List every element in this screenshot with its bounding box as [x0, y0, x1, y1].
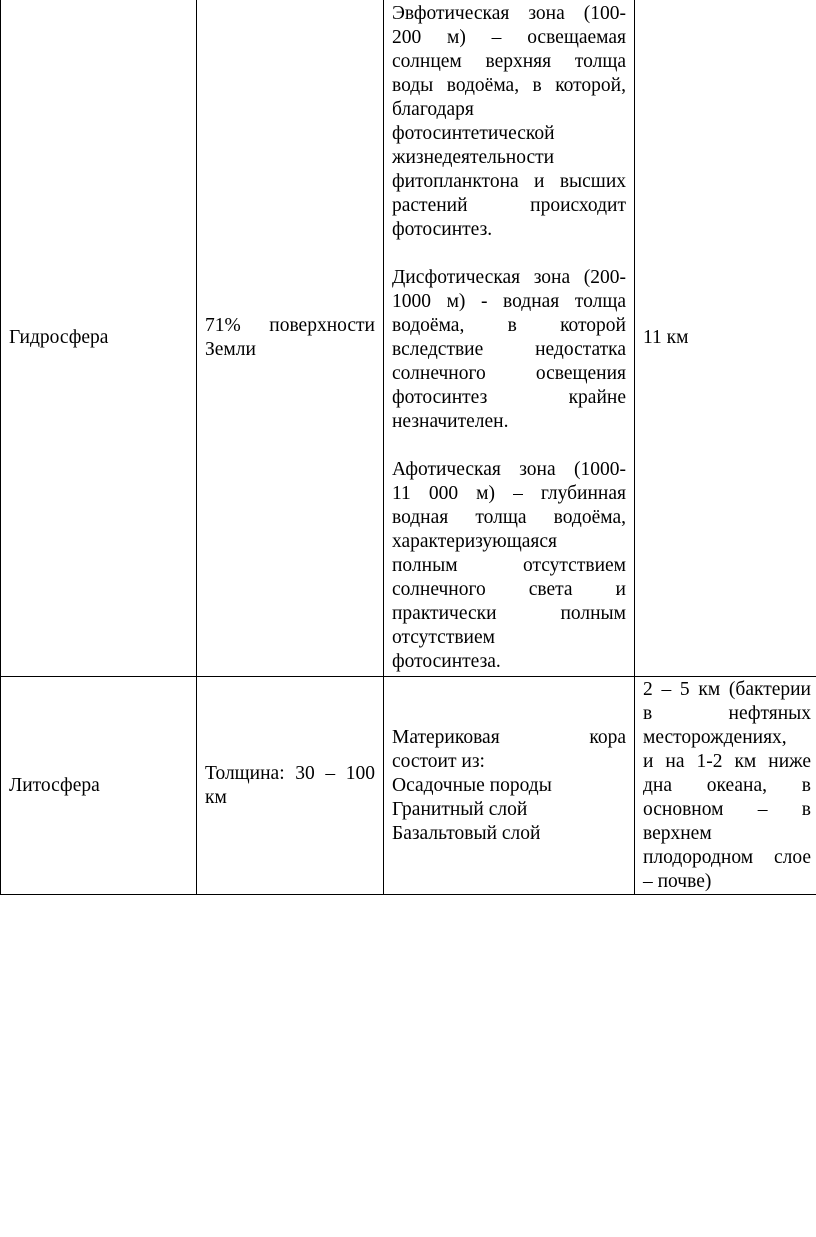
- text-line: характеризующаяся: [392, 531, 558, 552]
- life-depth-cell: [635, 677, 816, 895]
- text-line: км: [205, 786, 227, 808]
- text-line: незначителен.: [392, 411, 509, 432]
- text-line: месторождениях,: [643, 726, 787, 748]
- text-line: основном – в: [643, 798, 811, 820]
- text-line: [392, 434, 626, 458]
- text-line: 1000 м) - водная толща: [392, 291, 626, 312]
- text-line: водная толща водоёма,: [392, 507, 626, 528]
- table-row-hydrosphere: [1, 0, 816, 677]
- text-line: плодородном слое: [643, 846, 811, 868]
- text-line: Осадочные породы: [392, 774, 552, 796]
- text-line: 11 км: [643, 327, 689, 348]
- text-line: практически полным: [392, 603, 626, 624]
- sphere-extent-cell: [197, 677, 384, 895]
- text-line: отсутствием: [392, 627, 495, 648]
- sphere-description-cell: [384, 677, 635, 895]
- text-line: и на 1-2 км ниже: [643, 750, 811, 772]
- text-line: в нефтяных: [643, 702, 811, 724]
- text-line: Земли: [205, 339, 256, 360]
- text-line: полным отсутствием: [392, 555, 626, 576]
- text-line: дна океана, в: [643, 774, 811, 796]
- text-line: Материковая кора: [392, 726, 626, 748]
- text-line: Гранитный слой: [392, 798, 528, 820]
- text-line: фитопланктона и высших: [392, 171, 626, 192]
- life-depth-cell: [635, 0, 816, 677]
- text-line: солнцем верхняя толща: [392, 51, 626, 72]
- text-line: водоёма, в которой: [392, 315, 626, 336]
- text-line: благодаря: [392, 99, 474, 120]
- sphere-description-cell: [384, 0, 635, 677]
- text-line: верхнем: [643, 822, 712, 844]
- text-line: 2 – 5 км (бактерии: [643, 678, 811, 700]
- text-line: Дисфотическая зона (200-: [392, 267, 626, 288]
- text-line: фотосинтез крайне: [392, 387, 626, 408]
- sphere-extent-cell: [197, 0, 384, 677]
- text-line: фотосинтеза.: [392, 651, 501, 672]
- text-line: фотосинтез.: [392, 219, 493, 240]
- text-line: 200 м) – освещаемая: [392, 27, 626, 48]
- text-line: 71% поверхности: [205, 315, 375, 336]
- text-line: Базальтовый слой: [392, 822, 541, 844]
- sphere-name-cell: [1, 677, 197, 895]
- text-line: фотосинтетической: [392, 123, 555, 144]
- text-line: вследствие недостатка: [392, 339, 626, 360]
- table-row-lithosphere: [1, 677, 816, 895]
- text-line: Афотическая зона (1000-: [392, 459, 626, 480]
- text-line: жизнедеятельности: [392, 147, 555, 168]
- sphere-name-cell: [1, 0, 197, 677]
- text-line: Гидросфера: [9, 327, 109, 348]
- text-line: воды водоёма, в которой,: [392, 75, 626, 96]
- text-line: [392, 242, 626, 266]
- text-line: 11 000 м) – глубинная: [392, 483, 626, 504]
- text-line: Эвфотическая зона (100-: [392, 3, 626, 24]
- text-line: Литосфера: [9, 774, 100, 796]
- text-line: состоит из:: [392, 750, 485, 772]
- text-line: – почве): [643, 870, 712, 892]
- text-line: солнечного освещения: [392, 363, 626, 384]
- text-line: Толщина: 30 – 100: [205, 762, 375, 784]
- text-line: растений происходит: [392, 195, 626, 216]
- text-line: солнечного света и: [392, 579, 626, 600]
